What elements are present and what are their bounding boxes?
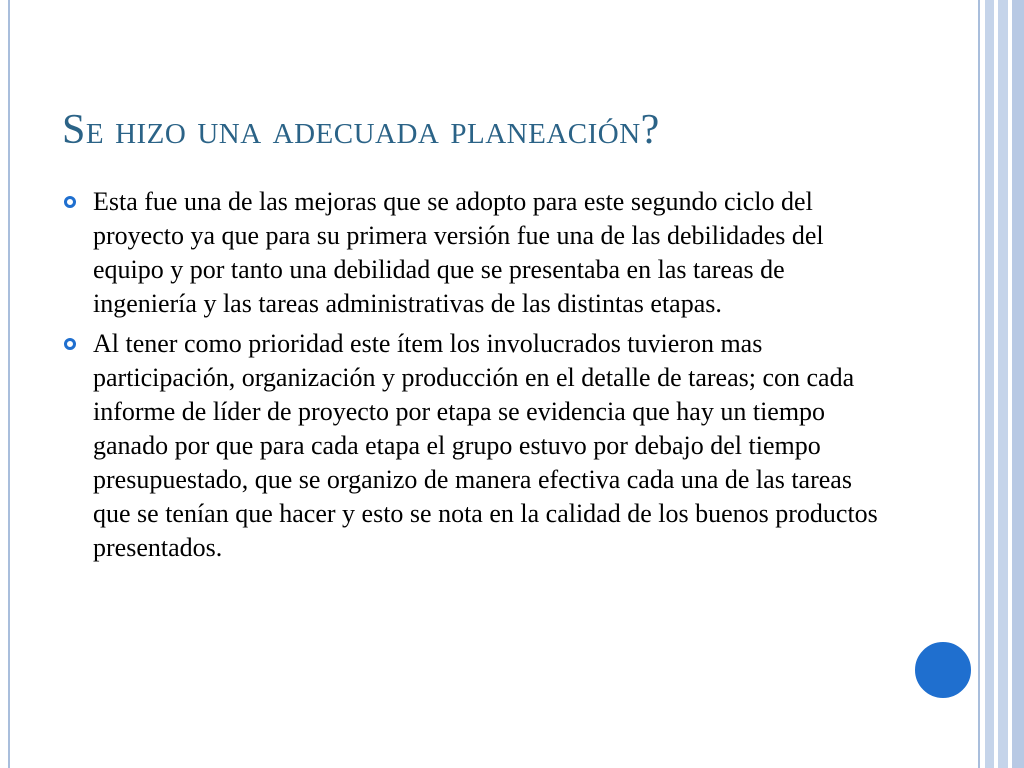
bullet-text: Al tener como prioridad este ítem los involucrados tuvieron mas participación, organización y producción en el detalle de tareas; con cada informe de líder de proyecto por etapa se evidencia que hay un tiempo ganado por que para cada etapa el grupo estuvo por debajo del tiempo presupuestado, que se organizo de manera efectiva cada una de las tareas que se tenían que hacer y esto se nota en la calidad de los buenos productos presentados. <box>93 329 878 562</box>
decorative-circle <box>912 639 974 701</box>
slide-title: Se hizo una adecuada planeación? <box>62 107 660 153</box>
bullet-text: Esta fue una de las mejoras que se adopto para este segundo ciclo del proyecto ya que para su primera versión fue una de las debilidades del equipo y por tanto una debilidad que se presentaba en las tareas de ingeniería y las tareas administrativas de las distintas etapas. <box>93 187 824 318</box>
right-frame-line <box>978 0 980 768</box>
bullet-list <box>62 185 892 571</box>
left-frame-line <box>8 0 10 768</box>
bullet-item <box>62 185 892 321</box>
right-frame-band <box>998 0 1008 768</box>
right-frame-band <box>1012 0 1024 768</box>
bullet-item <box>62 327 892 565</box>
right-frame-band <box>985 0 994 768</box>
hollow-circle-bullet-icon <box>64 196 76 208</box>
hollow-circle-bullet-icon <box>64 338 76 350</box>
